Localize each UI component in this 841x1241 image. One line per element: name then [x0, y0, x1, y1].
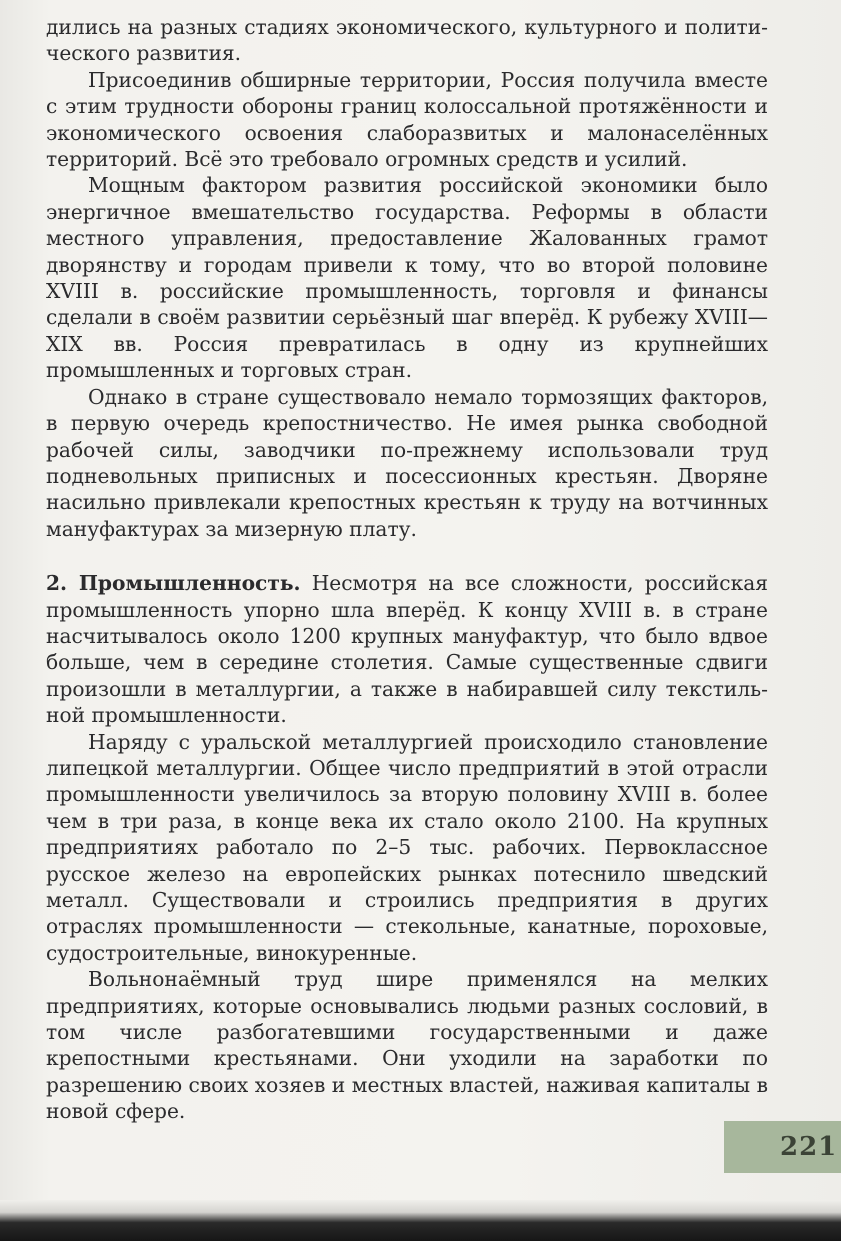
page-number-tab: [724, 1121, 841, 1173]
paragraph-state-intervention: Мощным фактором развития российской экономики было энергичное вмешательство государства. Реформы в области местного управления, предоставление Жалованных грамот дворянству и городам привели к тому, что во второй половине XVIII в. российские промышленность, торговля и финансы сделали в своём развитии серьёзный шаг вперёд. К рубежу XVIII—XIX вв. Россия превратилась в одну из крупнейших промышленных и торговых стран.: [46, 173, 768, 383]
section-heading: 2. Промышленность.: [46, 571, 301, 596]
paragraph-serfdom: Однако в стране существовало немало тормозящих факторов, в первую очередь крепостничество. Не имея рынка свободной рабочей силы, заводчики по-прежнему использовали труд подневольных приписных и посессионных крестьян. Дворяне насильно привлекали крепостных крестьян к труду на вотчинных мануфактурах за мизерную плату.: [46, 384, 768, 541]
paragraph-metallurgy: Наряду с уральской металлургией происходило становление липецкой металлургии. Общее число предприятий в этой отрасли промышленности увеличилось за вторую половину XVIII в. более чем в три раза, в конце века их стало около 2100. На крупных предприятиях работало по 2–5 тыс. рабочих. Первоклассное русское железо на европейских рынках потеснило шведский металл. Существовали и строились предприятия в других отраслях промышленности — стекольные, канатные, пороховые, судостроительные, винокуренные.: [46, 729, 768, 965]
paragraph-hired-labor: Вольнонаёмный труд шире применялся на мелких предприятиях, которые основывались людьми разных сословий, в том числе разбогатевшими государственными и даже крепостными крестьянами. Они уходили на заработки по разрешению своих хозяев и местных властей, наживая капиталы в новой сфере.: [46, 967, 768, 1124]
paragraph-industry-text: Несмотря на все сложности, российская промышленность упорно шла вперёд. К концу XVIII в. в стране насчитывалось около 1200 крупных мануфактур, что было вдвое больше, чем в середине столетия. Самые существенные сдвиги произошли в металлургии, а также в набиравшей силу текстильной промышленности.: [46, 571, 768, 728]
page-number: 221: [780, 1132, 838, 1162]
paragraph-industry: [46, 570, 768, 728]
paragraph-continuation: дились на разных стадиях экономического, культурного и политического развития.: [46, 15, 768, 66]
body-text: [46, 14, 768, 1125]
page-bottom-edge: [0, 1200, 841, 1241]
paragraph-territories: Присоединив обширные территории, Россия получила вместе с этим трудности обороны границ колоссальной протяжённости и экономического освоения слаборазвитых и малонаселённых территорий. Всё это требовало огромных средств и усилий.: [46, 67, 768, 172]
